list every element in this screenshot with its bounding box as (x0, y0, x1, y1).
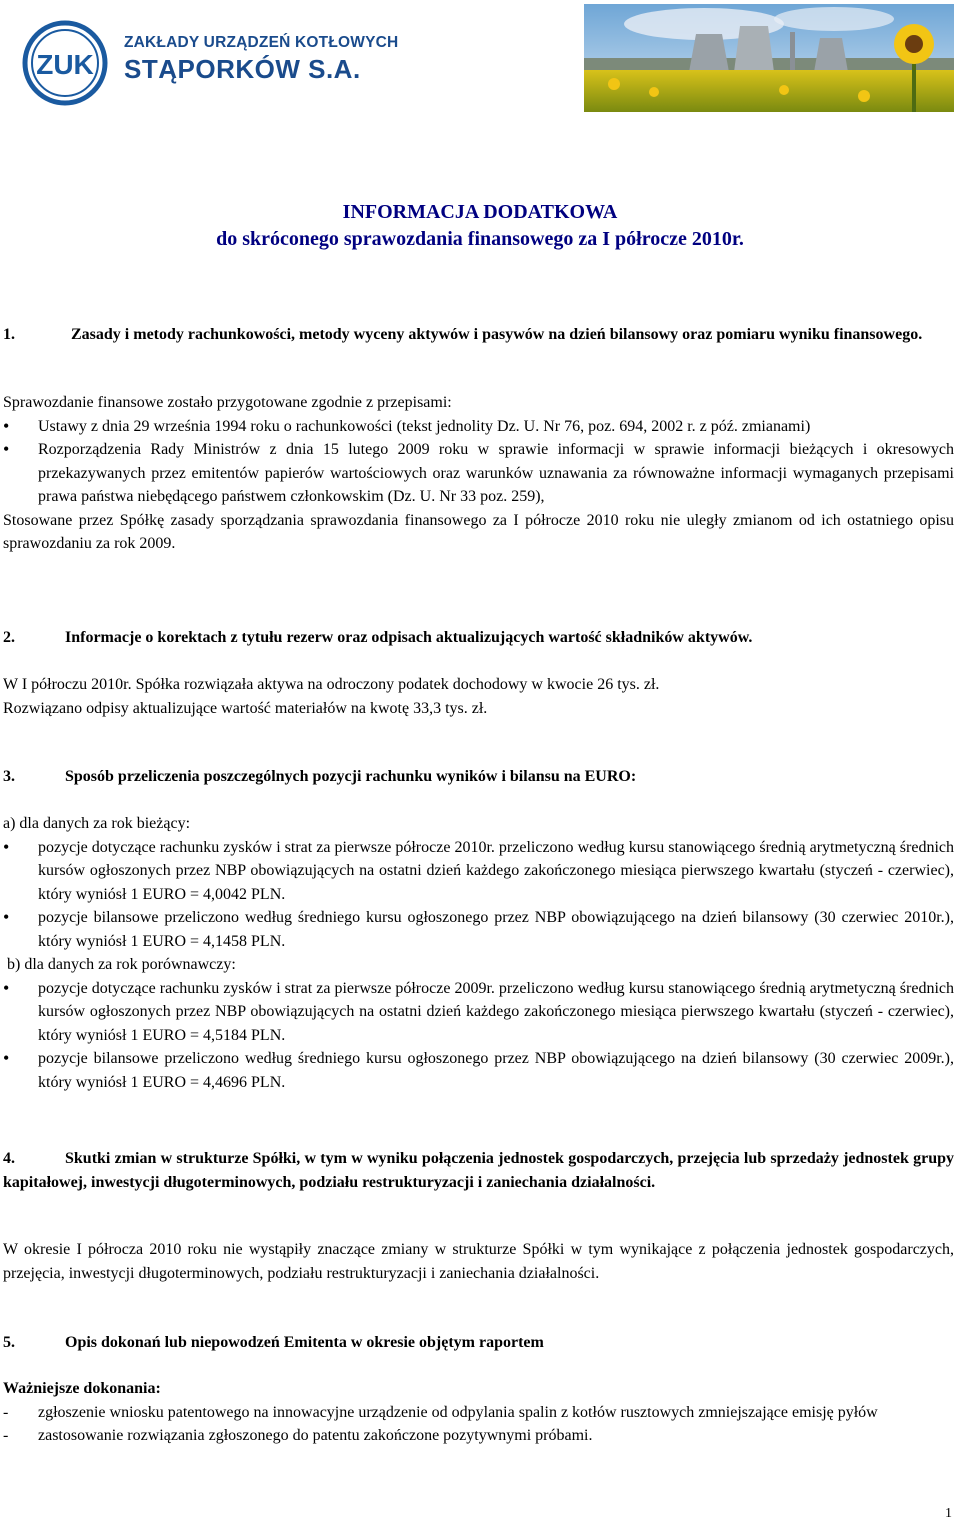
page-number: 1 (945, 1506, 952, 1521)
section-3 (3, 765, 954, 789)
section-5 (3, 1331, 954, 1355)
section-2-number: 2. (3, 629, 15, 646)
list-item: • Ustawy z dnia 29 września 1994 roku o rachunkowości (tekst jednolity Dz. U. Nr 76, poz. 694, 2002 r. z póź. zmianami) (3, 415, 954, 439)
section-1 (3, 323, 954, 347)
section-5-subheading: Ważniejsze dokonania: (3, 1380, 161, 1397)
power-plant-banner-image (584, 4, 954, 112)
letterhead (0, 0, 960, 122)
section-1-closing: Stosowane przez Spółkę zasady sporządzania sprawozdania finansowego za I półrocze 2010 roku nie uległy zmianom od ich ostatniego opisu sprawozdaniu za rok 2009. (3, 511, 954, 552)
section-2-body (3, 673, 954, 720)
section-4-number: 4. (3, 1150, 15, 1167)
section-5-items (3, 1401, 954, 1448)
company-name-line2: STĄPORKÓW S.A. (124, 54, 361, 84)
list-item: • pozycje dotyczące rachunku zysków i strat za pierwsze półrocze 2010r. przeliczono według kursu stanowiącego średnią arytmetyczną średnich kursów ogłoszonych przez NBP obowiązujących na ostatni dzień każdego zakończonego miesiąca pierwszego kwartału (styczeń - czerwiec), który wyniósł 1 EURO = 4,0042 PLN. (3, 836, 954, 907)
section-3-a-bullets (3, 836, 954, 954)
section-1-number: 1. (3, 326, 15, 343)
document-title (0, 199, 960, 253)
section-1-heading-text: Zasady i metody rachunkowości, metody wyceny aktywów i pasywów na dzień bilansowy oraz pomiaru wyniku finansowego. (71, 326, 923, 343)
list-item: - zastosowanie rozwiązania zgłoszonego do patentu zakończone pozytywnymi próbami. (3, 1424, 954, 1448)
document-title-line2: do skróconego sprawozdania finansowego za I półrocze 2010r. (216, 228, 744, 250)
list-item: • pozycje dotyczące rachunku zysków i strat za pierwsze półrocze 2009r. przeliczono według kursu stanowiącego średnią arytmetyczną średnich kursów ogłoszonych przez NBP obowiązujących na ostatni dzień każdego zakończonego miesiąca pierwszego kwartału (styczeń - czerwiec), który wyniósł 1 EURO = 4,5184 PLN. (3, 977, 954, 1048)
section-3-body (3, 812, 954, 1094)
document-title-line1: INFORMACJA DODATKOWA (342, 201, 618, 223)
section-4-body: W okresie I półrocza 2010 roku nie wystąpiły znaczące zmiany w strukturze Spółki w tym wynikające z połączenia jednostek gospodarczych, przejęcia, inwestycji długoterminowych, podziału restrukturyzacji i zaniechania działalności. (3, 1241, 954, 1282)
section-5-body (3, 1377, 954, 1448)
list-item: • pozycje bilansowe przeliczono według średniego kursu ogłoszonego przez NBP obowiązującego na dzień bilansowy (30 czerwiec 2009r.), który wyniósł 1 EURO = 4,4696 PLN. (3, 1047, 954, 1094)
section-1-body (3, 391, 954, 556)
section-5-number: 5. (3, 1334, 15, 1351)
section-4-heading (3, 1147, 954, 1194)
company-name (124, 34, 398, 86)
logo-text: ZUK (36, 49, 94, 80)
section-3-heading-text: Sposób przeliczenia poszczególnych pozycji rachunku wyników i bilansu na EURO: (65, 768, 637, 785)
section-2-heading (3, 626, 954, 650)
section-2-line1: W I półroczu 2010r. Spółka rozwiązała aktywa na odroczony podatek dochodowy w kwocie 26 tys. zł. (3, 676, 660, 693)
section-2-line2: Rozwiązano odpisy aktualizujące wartość materiałów na kwotę 33,3 tys. zł. (3, 699, 488, 717)
section-1-heading (3, 323, 954, 347)
section-1-intro: Sprawozdanie finansowe zostało przygotowane zgodnie z przepisami: (3, 394, 452, 411)
section-5-heading (3, 1331, 954, 1355)
section-3-a-label: a) dla danych za rok bieżący: (3, 815, 191, 832)
list-item: • Rozporządzenia Rady Ministrów z dnia 15 lutego 2009 roku w sprawie informacji w sprawie informacji bieżących i okresowych przekazywanych przez emitentów papierów wartościowych oraz warunków uznawania za równoważne informacji wymaganych przepisami prawa państwa niebędącego państwem członkowskim (Dz. U. Nr 33 poz. 259), (3, 438, 954, 509)
section-3-b-label: b) dla danych za rok porównawczy: (7, 956, 236, 973)
section-3-b-bullets (3, 977, 954, 1095)
section-3-heading (3, 765, 954, 789)
list-item: • pozycje bilansowe przeliczono według średniego kursu ogłoszonego przez NBP obowiązującego na dzień bilansowy (30 czerwiec 2010r.), który wyniósł 1 EURO = 4,1458 PLN. (3, 906, 954, 953)
company-name-line1: ZAKŁADY URZĄDZEŃ KOTŁOWYCH (124, 34, 399, 51)
section-2-heading-text: Informacje o korektach z tytułu rezerw oraz odpisach aktualizujących wartość składników aktywów. (65, 629, 753, 646)
section-2 (3, 626, 954, 650)
section-3-number: 3. (3, 768, 15, 785)
section-5-heading-text: Opis dokonań lub niepowodzeń Emitenta w okresie objętym raportem (65, 1334, 544, 1351)
section-1-bullets (3, 415, 954, 509)
section-4 (3, 1147, 954, 1194)
company-logo (22, 20, 108, 114)
section-4-heading-text: Skutki zmian w strukturze Spółki, w tym w wyniku połączenia jednostek gospodarczych, przejęcia lub sprzedaży jednostek grupy kapitałowej, inwestycji długoterminowych, podziału restrukturyzacji i zaniechania działalności. (3, 1150, 954, 1191)
list-item: - zgłoszenie wniosku patentowego na innowacyjne urządzenie od odpylania spalin z kotłów rusztowych zmniejszające emisję pyłów (3, 1401, 954, 1425)
